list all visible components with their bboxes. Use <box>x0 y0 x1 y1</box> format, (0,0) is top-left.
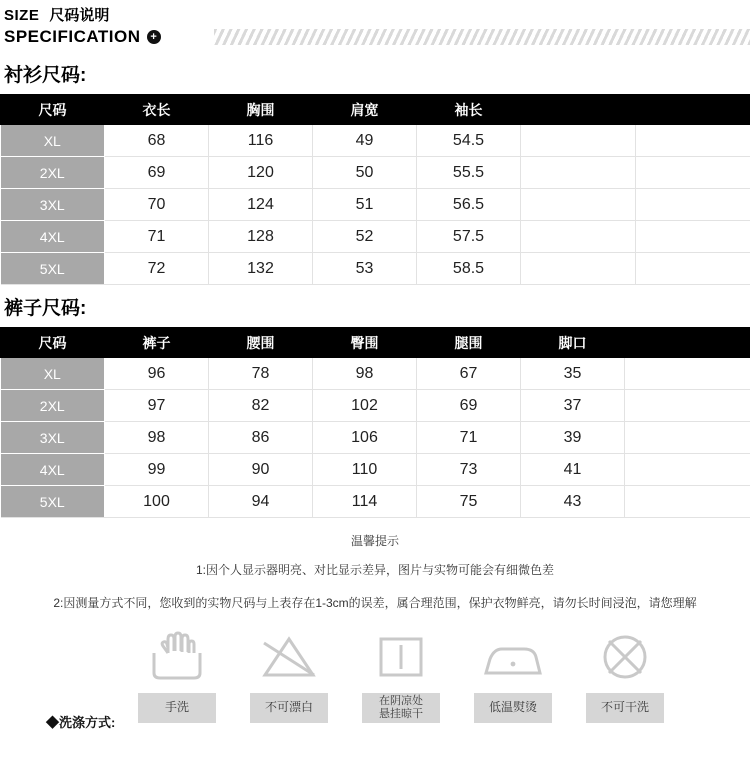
column-header: 尺码 <box>1 95 105 125</box>
header-line-2 <box>4 27 750 47</box>
specification-label: SPECIFICATION <box>4 27 141 46</box>
care-caption: 低温熨烫 <box>474 693 552 723</box>
cell-value: 90 <box>209 454 313 486</box>
cell-empty <box>635 221 750 253</box>
cell-empty <box>521 189 636 221</box>
spec-header <box>0 0 750 52</box>
cell-empty <box>625 358 750 390</box>
column-header: 腿围 <box>417 328 521 358</box>
cell-value: 52 <box>313 221 417 253</box>
column-header-blank <box>521 95 636 125</box>
cell-value: 49 <box>313 125 417 157</box>
cell-size: 2XL <box>1 157 105 189</box>
cell-size: 2XL <box>1 390 105 422</box>
cell-value: 72 <box>105 253 209 285</box>
care-item <box>250 627 328 723</box>
cell-value: 97 <box>105 390 209 422</box>
cell-value: 106 <box>313 422 417 454</box>
cell-empty <box>625 422 750 454</box>
cell-value: 68 <box>105 125 209 157</box>
cell-value: 96 <box>105 358 209 390</box>
table-row <box>1 157 750 189</box>
hand-wash-icon <box>148 627 206 681</box>
cell-value: 82 <box>209 390 313 422</box>
care-item <box>474 627 552 723</box>
table-row <box>1 454 750 486</box>
notes-title: 温馨提示 <box>350 534 399 548</box>
plus-circle-icon: + <box>147 30 161 44</box>
header-line-1 <box>4 4 750 25</box>
column-header: 尺码 <box>1 328 105 358</box>
table-row <box>1 253 750 285</box>
no-bleach-icon <box>260 627 318 681</box>
cell-size: 4XL <box>1 221 105 253</box>
cell-size: 3XL <box>1 189 105 221</box>
size-label-cn: 尺码说明 <box>49 7 110 24</box>
column-header: 臀围 <box>313 328 417 358</box>
cell-value: 75 <box>417 486 521 518</box>
cell-value: 69 <box>105 157 209 189</box>
cell-value: 110 <box>313 454 417 486</box>
cell-empty <box>635 157 750 189</box>
column-header: 裤子 <box>105 328 209 358</box>
cell-value: 54.5 <box>417 125 521 157</box>
table-row <box>1 125 750 157</box>
column-header: 腰围 <box>209 328 313 358</box>
cell-empty <box>521 253 636 285</box>
table-row <box>1 221 750 253</box>
size-label: SIZE <box>4 7 40 24</box>
cell-empty <box>635 189 750 221</box>
cell-value: 78 <box>209 358 313 390</box>
cell-value: 50 <box>313 157 417 189</box>
cell-value: 39 <box>521 422 625 454</box>
pants-section-title: 裤子尺码: <box>4 298 87 319</box>
table-header-row <box>1 328 750 358</box>
cell-value: 71 <box>105 221 209 253</box>
shirt-section-title: 衬衫尺码: <box>4 65 87 86</box>
cell-value: 35 <box>521 358 625 390</box>
cell-empty <box>521 125 636 157</box>
table-header-row <box>1 95 750 125</box>
care-instructions <box>0 627 750 757</box>
notes-line-2: 2:因测量方式不同，您收到的实物尺码与上表存在1-3cm的误差，属合理范围，保护衣物鲜亮，请勿长时间浸泡，请您理解 <box>53 596 697 610</box>
cell-value: 41 <box>521 454 625 486</box>
cell-size: 5XL <box>1 486 105 518</box>
cell-empty <box>625 486 750 518</box>
cell-size: XL <box>1 125 105 157</box>
care-caption: 不可漂白 <box>250 693 328 723</box>
cell-size: 4XL <box>1 454 105 486</box>
cell-value: 120 <box>209 157 313 189</box>
column-header: 胸围 <box>209 95 313 125</box>
column-header-blank <box>635 95 750 125</box>
cell-empty <box>635 125 750 157</box>
hang-dry-shade-icon <box>372 627 430 681</box>
cell-value: 100 <box>105 486 209 518</box>
care-caption: 在阴凉处 悬挂晾干 <box>362 693 440 723</box>
cell-value: 99 <box>105 454 209 486</box>
cell-empty <box>625 390 750 422</box>
cell-size: XL <box>1 358 105 390</box>
cell-value: 86 <box>209 422 313 454</box>
cell-size: 5XL <box>1 253 105 285</box>
notes-line-1: 1:因个人显示器明亮、对比显示差异，图片与实物可能会有细微色差 <box>195 563 554 577</box>
care-caption: 不可干洗 <box>586 693 664 723</box>
cell-empty <box>521 221 636 253</box>
cell-empty <box>635 253 750 285</box>
care-item <box>138 627 216 723</box>
care-item <box>586 627 664 723</box>
cell-value: 116 <box>209 125 313 157</box>
cell-value: 98 <box>105 422 209 454</box>
notes-block <box>0 532 750 611</box>
cell-value: 37 <box>521 390 625 422</box>
care-label: ◆洗涤方式: <box>46 715 116 730</box>
cell-value: 43 <box>521 486 625 518</box>
cell-size: 3XL <box>1 422 105 454</box>
table-row <box>1 390 750 422</box>
column-header: 脚口 <box>521 328 625 358</box>
cell-value: 114 <box>313 486 417 518</box>
cell-value: 124 <box>209 189 313 221</box>
cell-value: 51 <box>313 189 417 221</box>
cell-value: 102 <box>313 390 417 422</box>
shirt-size-table <box>0 94 750 285</box>
cell-empty <box>625 454 750 486</box>
cell-value: 67 <box>417 358 521 390</box>
cell-value: 73 <box>417 454 521 486</box>
cell-value: 55.5 <box>417 157 521 189</box>
cell-value: 128 <box>209 221 313 253</box>
cell-value: 57.5 <box>417 221 521 253</box>
cell-value: 56.5 <box>417 189 521 221</box>
cell-value: 71 <box>417 422 521 454</box>
table-row <box>1 422 750 454</box>
cell-value: 69 <box>417 390 521 422</box>
pants-size-table <box>0 327 750 518</box>
care-icon-row <box>0 627 750 723</box>
column-header: 肩宽 <box>313 95 417 125</box>
cell-value: 58.5 <box>417 253 521 285</box>
column-header: 衣长 <box>105 95 209 125</box>
cell-value: 132 <box>209 253 313 285</box>
care-item <box>362 627 440 723</box>
column-header-blank <box>625 328 750 358</box>
no-dry-clean-icon <box>596 627 654 681</box>
table-row <box>1 486 750 518</box>
care-caption: 手洗 <box>138 693 216 723</box>
table-row <box>1 358 750 390</box>
cell-value: 53 <box>313 253 417 285</box>
cell-value: 98 <box>313 358 417 390</box>
table-row <box>1 189 750 221</box>
cell-value: 94 <box>209 486 313 518</box>
hatch-decoration <box>214 29 750 45</box>
cell-empty <box>521 157 636 189</box>
column-header: 袖长 <box>417 95 521 125</box>
low-temp-iron-icon <box>482 627 544 681</box>
cell-value: 70 <box>105 189 209 221</box>
